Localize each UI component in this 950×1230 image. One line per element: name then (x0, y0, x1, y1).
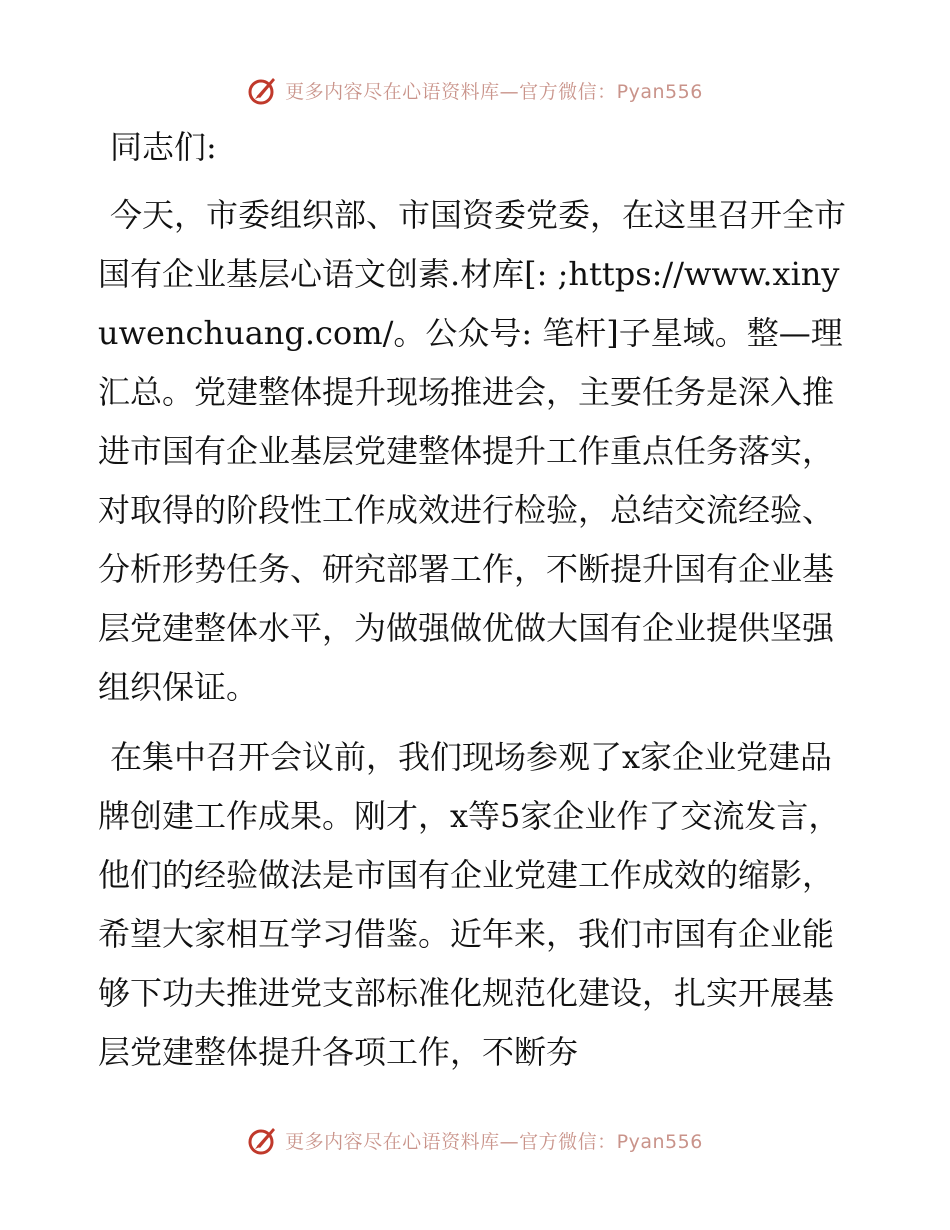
footer-banner (0, 1120, 950, 1160)
feather-pen-logo-icon (247, 74, 279, 106)
feather-pen-logo-icon (247, 1124, 279, 1156)
footer-banner-text: 更多内容尽在心语资料库—官方微信：Pyan556 (285, 1130, 703, 1153)
greeting: 同志们: (110, 128, 217, 166)
header-banner-text: 更多内容尽在心语资料库—官方微信：Pyan556 (285, 80, 703, 103)
paragraph-1: 今天，市委组织部、市国资委党委，在这里召开全市国有企业基层心语文创素.材库[: ;https://www.xinyuwenchuang.com/。公众号: 笔杆]子星域。整—理汇总。党建整体提升现场推进会，主要任务是深入推进市国有企业基层党建整体提升工作重点任务落实，对取得的阶段性工作成效进行检验，总结交流经验、分析形势任务、研究部署工作，不断提升国有企业基层党建整体水平，为做强做优做大国有企业提供坚强组织保证。 (98, 196, 847, 706)
document-body (98, 118, 858, 1082)
header-banner (0, 70, 950, 110)
paragraph-2: 在集中召开会议前，我们现场参观了x家企业党建品牌创建工作成果。刚才，x等5家企业作了交流发言，他们的经验做法是市国有企业党建工作成效的缩影，希望大家相互学习借鉴。近年来，我们市国有企业能够下功夫推进党支部标准化规范化建设，扎实开展基层党建整体提升各项工作，不断夯 (98, 738, 841, 1071)
